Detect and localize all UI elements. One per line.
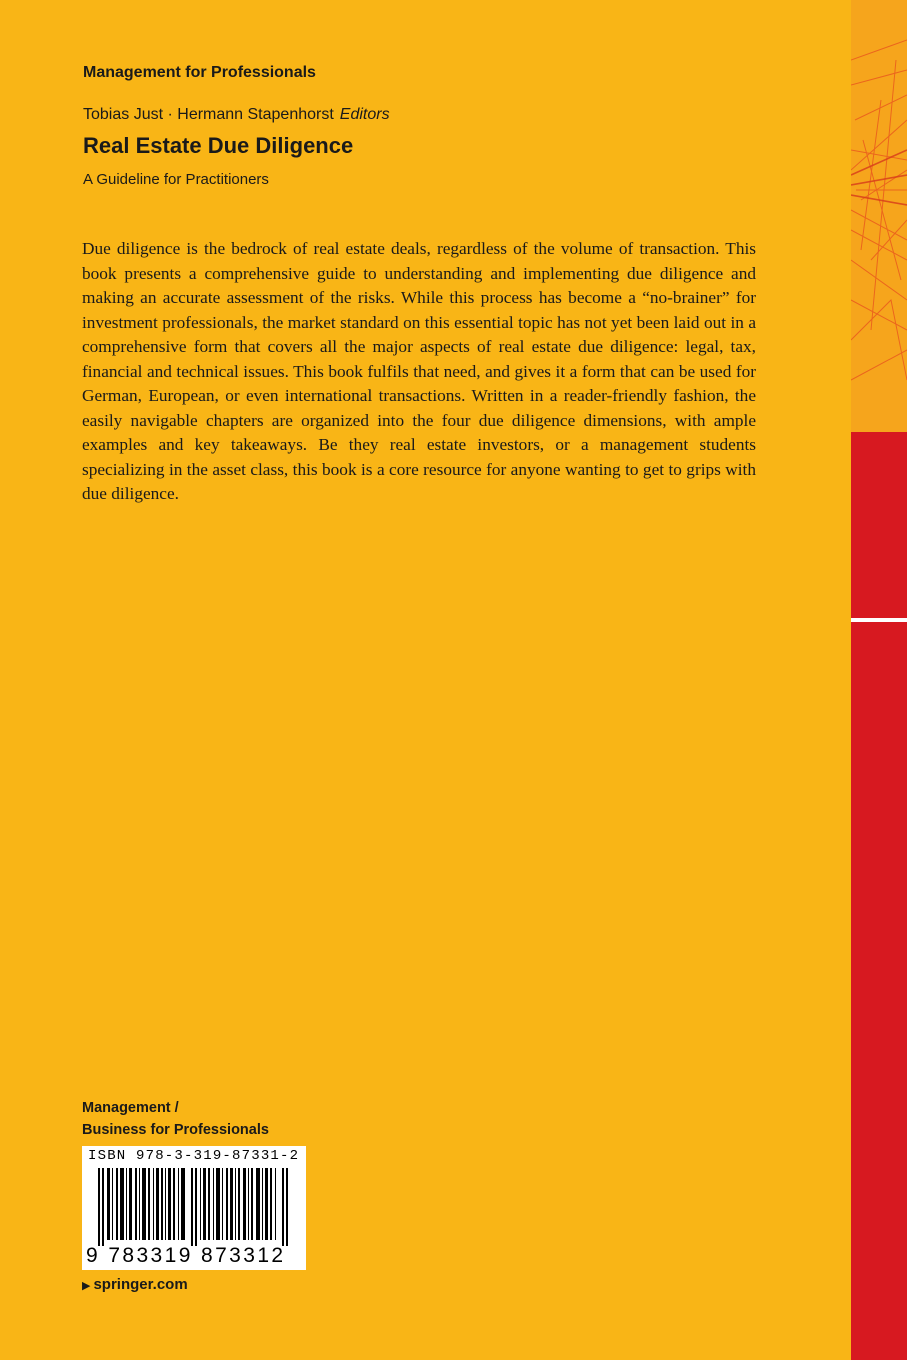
spine-red-band xyxy=(851,432,907,1360)
website-label: springer.com xyxy=(93,1276,188,1293)
publisher-website[interactable] xyxy=(82,1276,188,1293)
spine xyxy=(851,0,907,1360)
category-label xyxy=(82,1097,269,1141)
barcode-digits: 9 783319 873312 xyxy=(86,1244,286,1267)
series-title: Management for Professionals xyxy=(83,64,316,81)
isbn-barcode xyxy=(82,1146,306,1270)
category-line-1: Management / xyxy=(82,1100,179,1116)
barcode-icon xyxy=(98,1168,292,1246)
editors-role: Editors xyxy=(339,106,390,123)
category-line-2: Business for Professionals xyxy=(82,1122,269,1138)
spine-network-graphic xyxy=(851,0,907,432)
editors-line xyxy=(83,106,390,124)
editor-names: Tobias Just · Hermann Stapenhorst xyxy=(83,106,334,123)
book-title: Real Estate Due Diligence xyxy=(83,133,354,158)
book-description: Due diligence is the bedrock of real estate deals, regardless of the volume of transaction. This book presents a comprehensive guide to understanding and implementing due diligence and making an accurate assessment of the risks. While this process has become a “no-brainer” for investment professionals, the market standard on this essential topic has not yet been laid out in a comprehensive form that covers all the major aspects of real estate due diligence: legal, tax, financial and technical issues. This book fulfils that need, and gives it a form that can be used for German, European, or even international transactions. Written in a reader-friendly fashion, the easily navigable chapters are organized into the four due diligence dimensions, with ample examples and key takeaways. Be they real estate investors, or a management students specializing in the asset class, this book is a core resource for anyone wanting to get to grips with due diligence. xyxy=(82,239,756,503)
book-subtitle: A Guideline for Practitioners xyxy=(83,171,269,188)
isbn-label: ISBN 978-3-319-87331-2 xyxy=(88,1148,300,1164)
spine-white-line xyxy=(851,618,907,622)
arrow-right-icon: ▶ xyxy=(82,1280,91,1292)
